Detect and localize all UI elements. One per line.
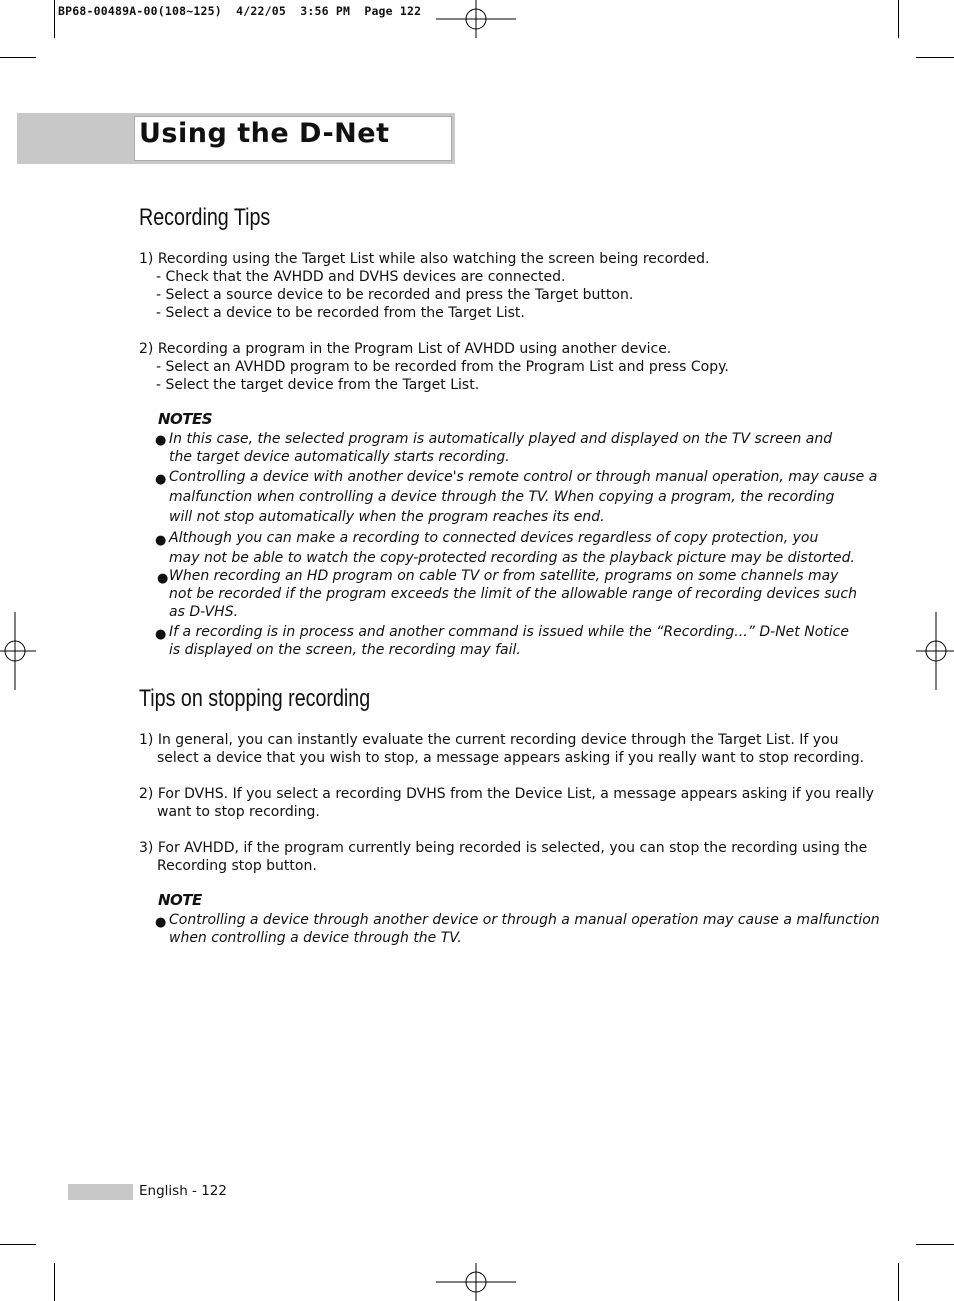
crop-mark (0, 1244, 36, 1245)
list-item: 2) Recording a program in the Program List of AVHDD using another device. (139, 341, 672, 357)
bullet-icon: ● (155, 533, 167, 548)
section-heading-recording-tips: Recording Tips (139, 204, 271, 231)
list-item: 2) For DVHS. If you select a recording DVHS from the Device List, a message appears asking if you really (139, 786, 874, 802)
crop-mark (898, 1263, 899, 1301)
list-item: 1) In general, you can instantly evaluate the current recording device through the Target List. If you (139, 732, 839, 748)
bullet-icon: ● (155, 472, 167, 487)
bullet-icon: ● (157, 571, 169, 586)
crop-mark (0, 57, 36, 58)
registration-mark-icon (436, 1263, 516, 1301)
note-text: Although you can make a recording to connected devices regardless of copy protection, you (169, 530, 819, 546)
note-text: not be recorded if the program exceeds the limit of the allowable range of recording devices such (169, 586, 857, 602)
crop-mark (54, 0, 55, 38)
list-item: 1) Recording using the Target List while also watching the screen being recorded. (139, 251, 710, 267)
note-text: Controlling a device with another device's remote control or through manual operation, may cause a (169, 469, 878, 485)
crop-mark (916, 57, 954, 58)
note-text: In this case, the selected program is automatically played and displayed on the TV screen and (169, 431, 833, 447)
note-text: is displayed on the screen, the recording may fail. (169, 642, 521, 658)
registration-mark-icon (916, 612, 954, 690)
registration-mark-icon (0, 612, 36, 690)
note-heading: NOTE (158, 891, 202, 909)
footer-bar (68, 1184, 133, 1200)
registration-mark-icon (436, 0, 516, 38)
sub-item: - Select a source device to be recorded and press the Target button. (156, 287, 634, 303)
sub-item: - Select a device to be recorded from the Target List. (156, 305, 525, 321)
note-text: as D-VHS. (169, 604, 239, 620)
note-text: Controlling a device through another device or through a manual operation may cause a malfunction (169, 912, 880, 928)
section-heading-stopping-recording: Tips on stopping recording (139, 685, 371, 712)
sub-item: - Select an AVHDD program to be recorded from the Program List and press Copy. (156, 359, 729, 375)
list-item: Recording stop button. (157, 858, 317, 874)
list-item: select a device that you wish to stop, a message appears asking if you really want to stop recording. (157, 750, 865, 766)
note-text: malfunction when controlling a device through the TV. When copying a program, the recording (169, 489, 835, 505)
crop-mark (898, 0, 899, 38)
note-text: the target device automatically starts recording. (169, 449, 510, 465)
list-item: 3) For AVHDD, if the program currently being recorded is selected, you can stop the recording using the (139, 840, 868, 856)
note-text: will not stop automatically when the program reaches its end. (169, 509, 605, 525)
bullet-icon: ● (155, 915, 167, 930)
bullet-icon: ● (155, 627, 167, 642)
page-number: English - 122 (139, 1183, 227, 1199)
crop-mark (916, 1244, 954, 1245)
note-text: If a recording is in process and another command is issued while the “Recording...” D-Net Notice (169, 624, 849, 640)
note-text: may not be able to watch the copy-protected recording as the playback picture may be distorted. (169, 550, 855, 566)
note-text: When recording an HD program on cable TV or from satellite, programs on some channels may (169, 568, 839, 584)
note-text: when controlling a device through the TV. (169, 930, 462, 946)
sub-item: - Select the target device from the Target List. (156, 377, 480, 393)
print-slug: BP68-00489A-00(108~125) 4/22/05 3:56 PM Page 122 (58, 4, 422, 18)
notes-heading: NOTES (158, 410, 213, 428)
bullet-icon: ● (155, 433, 167, 448)
list-item: want to stop recording. (157, 804, 320, 820)
page-title: Using the D-Net (139, 118, 390, 149)
sub-item: - Check that the AVHDD and DVHS devices are connected. (156, 269, 566, 285)
crop-mark (54, 1263, 55, 1301)
